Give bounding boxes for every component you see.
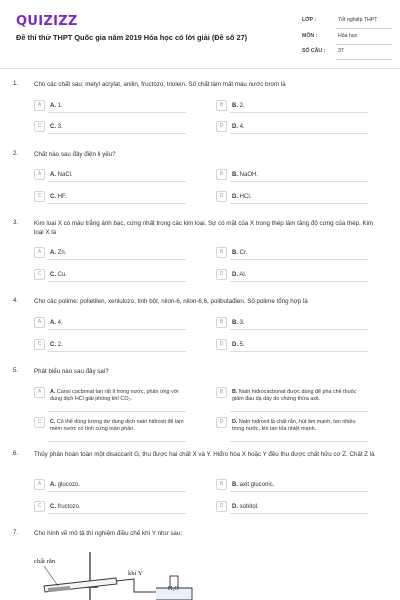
option-a[interactable] [34,100,186,114]
lab-apparatus-diagram [30,548,200,600]
option-text: 5. [239,342,245,348]
option-text: 3. [57,124,63,130]
question-number: 6. [13,450,19,457]
meta-subject-value: Hóa học [338,33,358,39]
question-number: 2. [13,150,19,157]
option-letter-badge: C [34,339,45,350]
solid-label-leader [44,566,58,586]
option-c[interactable] [34,121,186,135]
option-text: HF. [57,194,67,200]
option-label: B. [232,482,238,488]
option-text: 4. [239,124,245,130]
solid-label: chất rắn [34,558,56,565]
option-text: Có thể dùng lượng dư dung dịch natri hiđroxit để làm mềm nước có tính cứng toàn phần. [50,419,184,432]
option-letter-badge: A [34,479,45,490]
option-c[interactable] [34,191,186,205]
option-letter-badge: C [34,269,45,280]
option-letter-badge: A [34,169,45,180]
option-text: Natri hiđrocacbonat được dùng để pha chế thuốc giảm đau dạ dày do chứng thừa axit. [232,389,357,402]
meta-count-label: SỐ CÂU : [302,48,326,54]
option-letter-badge: D [216,121,227,132]
option-d[interactable] [216,191,368,205]
option-d[interactable] [216,501,368,515]
option-label: A. [50,172,56,178]
question-text: Phát biểu nào sau đây sai? [34,368,109,375]
question-text: Chất nào sau đây điện li yếu? [34,151,116,158]
option-d[interactable] [216,121,368,135]
option-letter-badge: B [216,479,227,490]
option-b[interactable] [216,387,368,413]
meta-count-value: 37 [338,48,344,54]
option-label: D. [232,272,238,278]
option-label: B. [232,320,238,326]
option-text: 2. [57,342,63,348]
option-label: A. [50,103,56,109]
option-label: A. [50,250,56,256]
option-text: axit gluconic. [239,482,275,488]
option-text: 1. [57,103,63,109]
option-text: Al. [239,272,247,278]
option-c[interactable] [34,339,186,353]
option-label: C. [50,342,56,348]
option-a[interactable] [34,247,186,261]
option-text: 2. [239,103,245,109]
option-text: NaOH. [239,172,259,178]
option-letter-badge: A [34,387,45,398]
option-letter-badge: C [34,417,45,428]
meta-count [300,44,392,61]
option-letter-badge: D [216,501,227,512]
option-letter-badge: D [216,269,227,280]
worksheet-header [0,0,400,66]
question-number: 1. [13,80,19,87]
option-b[interactable] [216,169,368,183]
option-b[interactable] [216,317,368,331]
option-c[interactable] [34,417,186,443]
meta-class [300,13,392,30]
option-text: HCl. [239,194,252,200]
option-letter-badge: A [34,247,45,258]
option-letter-badge: B [216,387,227,398]
option-text: sobitol. [239,504,259,510]
meta-class-value: Tốt nghiệp THPT [338,17,378,23]
option-letter-badge: D [216,339,227,350]
option-letter-badge: C [34,501,45,512]
option-text: Cu. [57,272,68,278]
question-number: 4. [13,297,19,304]
option-letter-badge: B [216,317,227,328]
question-number: 5. [13,367,19,374]
option-c[interactable] [34,269,186,283]
option-a[interactable] [34,387,186,413]
option-label: C. [50,272,56,278]
option-label: C. [50,194,56,200]
option-letter-badge: C [34,191,45,202]
option-letter-badge: B [216,100,227,111]
option-d[interactable] [216,417,368,443]
option-label: D. [232,124,238,130]
option-a[interactable] [34,169,186,183]
question-text: Cho hình vẽ mô tả thí nghiệm điều chế khí Y như sau: [34,530,183,537]
option-letter-badge: B [216,169,227,180]
option-label: C. [50,419,56,425]
option-label: B. [232,172,238,178]
option-label: C. [50,504,56,510]
option-label: A. [50,320,56,326]
option-text: Natri hiđroxit là chất rắn, hút ẩm mạnh, tan nhiều trong nước, khi tan tỏa nhiệt mạnh. [232,419,356,432]
option-d[interactable] [216,339,368,353]
question-text: Cho các polime: polietilen, xenlulozo, tinh bột, nilon-6, nilon-6,6, polibutađien. Số polime tổng hợp là [34,298,308,305]
option-label: C. [50,124,56,130]
header-divider [0,68,400,69]
meta-subject-label: MÔN : [302,33,318,39]
gas-y-label: khí Y [128,570,143,577]
page-title: Đề thi thử THPT Quốc gia năm 2019 Hóa học có lời giải (Đề số 27) [16,33,248,42]
option-a[interactable] [34,317,186,331]
option-label: B. [232,389,238,395]
option-letter-badge: D [216,417,227,428]
option-letter-badge: C [34,121,45,132]
water-label: H₂O [168,586,179,592]
option-text: NaCl. [57,172,73,178]
question-number: 3. [13,219,19,226]
option-label: B. [232,103,238,109]
question-text: Cho các chất sau: metyl acrylat, anilin, fructozo, triolein. Số chất làm mất màu nước brom là [34,81,286,88]
option-b[interactable] [216,247,368,261]
option-d[interactable] [216,269,368,283]
option-text: 3. [239,320,245,326]
option-b[interactable] [216,100,368,114]
option-label: D. [232,194,238,200]
option-text: 4. [57,320,63,326]
option-c[interactable] [34,501,186,515]
option-letter-badge: A [34,317,45,328]
option-b[interactable] [216,479,368,493]
meta-class-label: LỚP : [302,17,317,23]
question-text: Thủy phân hoàn toàn một disaccarit G, thu được hai chất X và Y. Hiđro hóa X hoặc Y đều thu được chất hữu cơ Z. Chất Z là [34,451,375,458]
option-letter-badge: D [216,191,227,202]
option-label: D. [232,504,238,510]
option-label: B. [232,250,238,256]
option-letter-badge: B [216,247,227,258]
option-text: glucozo. [57,482,81,488]
question-text: Kim loại X có màu trắng ánh bạc, cứng nhất trong các kim loại. Sự có mặt của X trong thép làm tăng độ cứng của thép. Kim loại X là [34,220,374,236]
experiment-figure [30,548,200,600]
meta-count-line [336,59,392,60]
question-number: 7. [13,529,19,536]
option-label: D. [232,419,238,425]
option-label: D. [232,342,238,348]
option-text: fructozo. [57,504,81,510]
option-label: A. [50,482,56,488]
option-text: Zn. [57,250,67,256]
quizizz-logo: QUIZIZZ [16,14,78,29]
option-text: Canxi cacbonat tan rất ít trong nước, phản ứng với dung dịch HCl giải phóng khí CO₂. [50,389,179,402]
option-label: A. [50,389,56,395]
option-text: Cr. [239,250,248,256]
option-a[interactable] [34,479,186,493]
option-letter-badge: A [34,100,45,111]
